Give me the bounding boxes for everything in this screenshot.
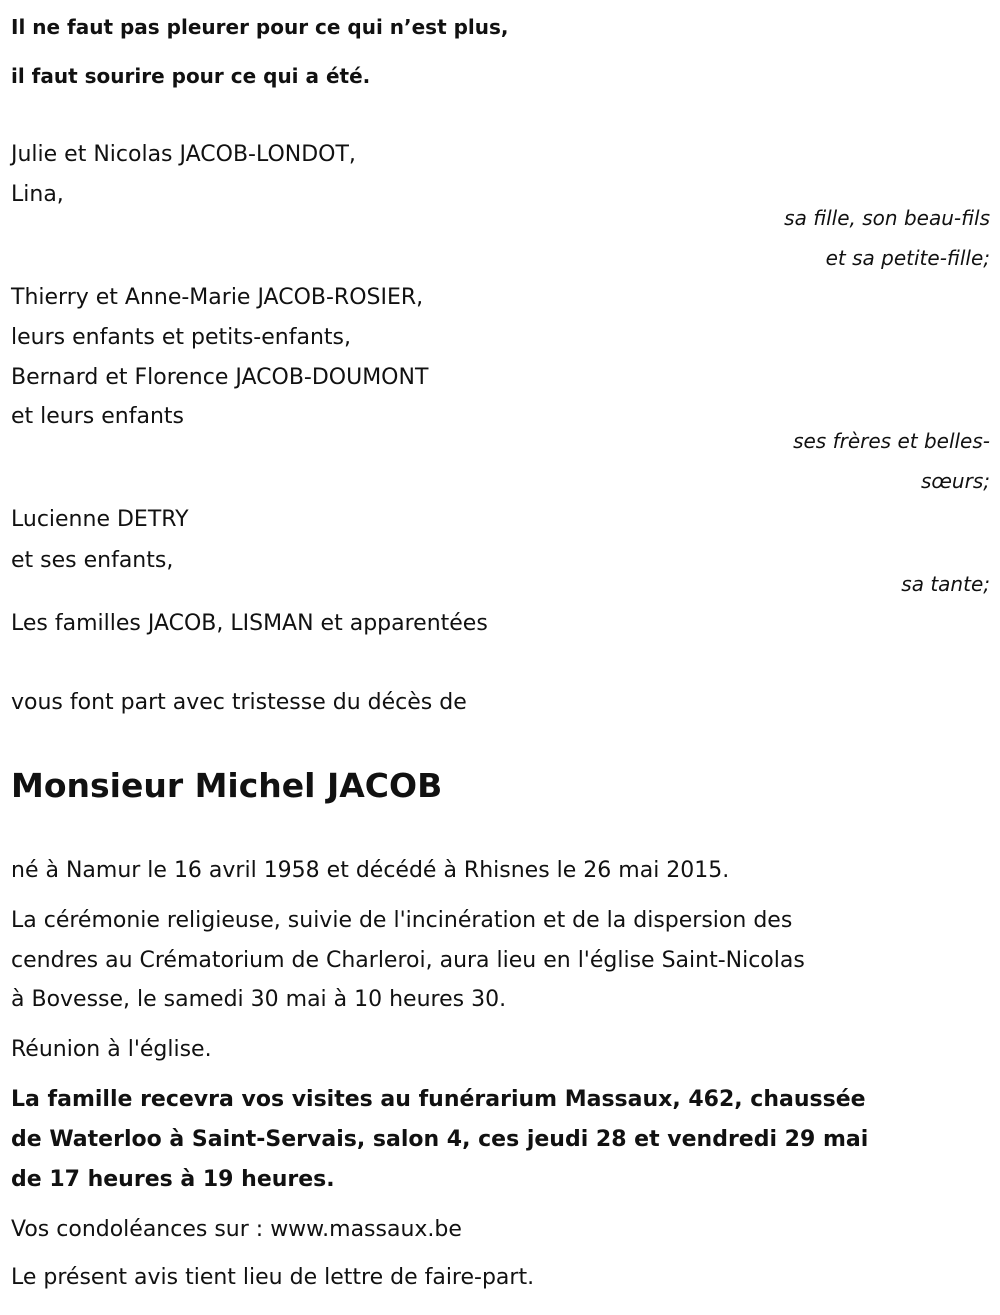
quote-line: il faut sourire pour ce qui a été.	[11, 64, 371, 88]
family-line: Bernard et Florence JACOB-DOUMONT	[11, 365, 429, 390]
visits-line: La famille recevra vos visites au funérarium Massaux, 462, chaussée	[11, 1087, 866, 1112]
birth-death: né à Namur le 16 avril 1958 et décédé à Rhisnes le 26 mai 2015.	[11, 858, 730, 883]
family-line: Thierry et Anne-Marie JACOB-ROSIER,	[11, 285, 424, 310]
reunion: Réunion à l'église.	[11, 1037, 212, 1062]
family-line: leurs enfants et petits-enfants,	[11, 325, 351, 350]
ceremony-line: à Bovesse, le samedi 30 mai à 10 heures 30.	[11, 987, 507, 1012]
relation-line: ses frères et belles-	[793, 429, 990, 453]
family-line: et leurs enfants	[11, 404, 184, 429]
condolences: Vos condoléances sur : www.massaux.be	[11, 1217, 462, 1242]
ceremony-line: cendres au Crématorium de Charleroi, aura lieu en l'église Saint-Nicolas	[11, 948, 805, 973]
relation-line: sa fille, son beau-fils	[784, 206, 990, 230]
visits-line: de Waterloo à Saint-Servais, salon 4, ces jeudi 28 et vendredi 29 mai	[11, 1127, 869, 1152]
deceased-name: Monsieur Michel JACOB	[11, 766, 443, 805]
visits-line: de 17 heures à 19 heures.	[11, 1167, 335, 1192]
family-line: et ses enfants,	[11, 548, 174, 573]
relation-line: sœurs;	[920, 469, 990, 493]
ceremony-line: La cérémonie religieuse, suivie de l'incinération et de la dispersion des	[11, 908, 793, 933]
relation-line: et sa petite-fille;	[825, 246, 990, 270]
family-line: Lucienne DETRY	[11, 507, 189, 532]
quote-line: Il ne faut pas pleurer pour ce qui n’est plus,	[11, 15, 509, 39]
announcement: vous font part avec tristesse du décès de	[11, 690, 467, 715]
family-line: Julie et Nicolas JACOB-LONDOT,	[11, 142, 356, 167]
notice: Le présent avis tient lieu de lettre de faire-part.	[11, 1265, 535, 1290]
relation-line: sa tante;	[901, 572, 990, 596]
families-line: Les familles JACOB, LISMAN et apparentées	[11, 611, 488, 636]
family-line: Lina,	[11, 182, 64, 207]
